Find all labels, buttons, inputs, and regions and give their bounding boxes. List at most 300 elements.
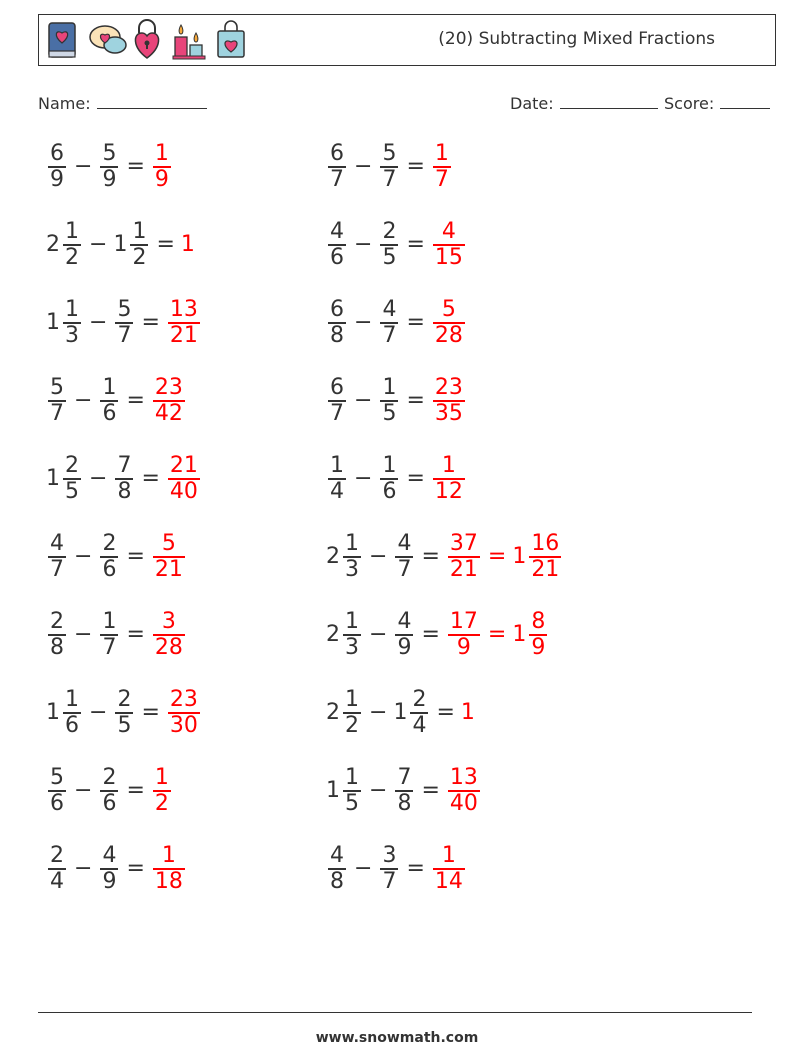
minuend-denominator: 7 xyxy=(330,166,344,192)
answer-fraction xyxy=(448,532,480,582)
minuend-denominator: 4 xyxy=(330,478,344,504)
answer-denominator: 30 xyxy=(169,712,198,738)
problem-12 xyxy=(326,532,563,582)
date-line[interactable] xyxy=(560,92,658,109)
speech-bubbles-heart-icon xyxy=(87,19,123,61)
subtrahend-fraction xyxy=(410,688,428,738)
answer-denominator: 42 xyxy=(154,400,183,426)
minus-sign: − xyxy=(354,154,373,180)
minuend-whole: 2 xyxy=(326,700,340,726)
equals-sign: = xyxy=(406,856,425,882)
answer xyxy=(446,610,482,660)
subtrahend xyxy=(98,532,120,582)
subtrahend-whole: 1 xyxy=(113,232,128,258)
minuend-whole: 1 xyxy=(46,700,60,726)
minuend-whole: 1 xyxy=(46,466,60,492)
subtrahend xyxy=(98,844,120,894)
minuend-numerator: 6 xyxy=(330,375,344,400)
equals-sign: = xyxy=(406,154,425,180)
answer-numerator: 1 xyxy=(154,765,169,790)
minuend-denominator: 7 xyxy=(330,400,344,426)
subtrahend-denominator: 7 xyxy=(382,322,397,348)
problem-15 xyxy=(46,688,202,738)
answer xyxy=(431,298,467,348)
subtrahend-fraction xyxy=(395,610,413,660)
minuend-numerator: 1 xyxy=(345,609,359,634)
minuend-whole: 2 xyxy=(326,622,340,648)
date-field[interactable] xyxy=(510,92,658,113)
minuend xyxy=(46,766,68,816)
worksheet-header xyxy=(38,14,776,66)
answer-numerator: 23 xyxy=(434,375,463,400)
minuend xyxy=(326,454,348,504)
problem-3 xyxy=(46,220,196,270)
minuend-fraction xyxy=(63,298,81,348)
minus-sign: − xyxy=(74,154,93,180)
subtrahend xyxy=(393,610,415,660)
minuend xyxy=(326,844,348,894)
minuend-numerator: 4 xyxy=(330,843,344,868)
subtrahend-fraction xyxy=(130,220,148,270)
minuend-whole: 1 xyxy=(326,778,340,804)
answer-fraction xyxy=(168,454,200,504)
minuend-denominator: 3 xyxy=(345,634,359,660)
minuend-numerator: 2 xyxy=(50,609,64,634)
answer xyxy=(151,766,173,816)
minuend-numerator: 1 xyxy=(330,453,344,478)
answer-fraction xyxy=(448,766,480,816)
subtrahend-numerator: 1 xyxy=(132,219,147,244)
answer-numerator: 1 xyxy=(441,453,456,478)
subtrahend xyxy=(393,688,430,738)
answer-denominator: 15 xyxy=(434,244,463,270)
equals-sign: = xyxy=(421,622,440,648)
minus-sign: − xyxy=(89,310,108,336)
subtrahend-numerator: 2 xyxy=(412,687,427,712)
equals-sign: = xyxy=(126,778,145,804)
answer xyxy=(166,298,202,348)
minuend-fraction xyxy=(328,844,346,894)
answer-whole: 1 xyxy=(460,700,475,726)
problem-7 xyxy=(46,376,187,426)
subtrahend xyxy=(378,454,400,504)
answer xyxy=(166,454,202,504)
minuend-fraction xyxy=(328,298,346,348)
answer-numerator: 5 xyxy=(161,531,176,556)
minuend-numerator: 5 xyxy=(50,765,64,790)
answer-numerator: 23 xyxy=(169,687,198,712)
minus-sign: − xyxy=(89,232,108,258)
minuend-numerator: 6 xyxy=(330,297,344,322)
subtrahend-numerator: 4 xyxy=(397,531,412,556)
subtrahend-fraction xyxy=(380,844,398,894)
subtrahend-fraction xyxy=(100,844,118,894)
subtrahend xyxy=(113,454,135,504)
minuend-denominator: 2 xyxy=(65,244,79,270)
minuend xyxy=(46,532,68,582)
subtrahend-numerator: 5 xyxy=(117,297,132,322)
minuend-denominator: 5 xyxy=(65,478,79,504)
minuend-denominator: 9 xyxy=(50,166,64,192)
minuend xyxy=(46,688,83,738)
minuend-denominator: 8 xyxy=(330,868,344,894)
minuend-denominator: 5 xyxy=(345,790,359,816)
answer xyxy=(181,232,196,257)
answer-denominator: 14 xyxy=(434,868,463,894)
problem-8 xyxy=(326,376,467,426)
subtrahend xyxy=(113,220,150,270)
minuend-numerator: 6 xyxy=(50,141,64,166)
answer-fraction xyxy=(168,298,200,348)
problem-4 xyxy=(326,220,467,270)
minuend-numerator: 1 xyxy=(345,687,359,712)
subtrahend-fraction xyxy=(100,376,118,426)
minuend xyxy=(46,220,83,270)
subtrahend-denominator: 7 xyxy=(382,166,397,192)
subtrahend xyxy=(378,376,400,426)
problem-19 xyxy=(46,844,187,894)
minuend-denominator: 7 xyxy=(50,556,64,582)
minus-sign: − xyxy=(89,466,108,492)
equals-sign: = xyxy=(421,544,440,570)
subtrahend-denominator: 8 xyxy=(117,478,132,504)
subtrahend-fraction xyxy=(100,766,118,816)
minuend xyxy=(326,688,363,738)
problem-11 xyxy=(46,532,187,582)
subtrahend-fraction xyxy=(100,142,118,192)
minuend-denominator: 6 xyxy=(50,790,64,816)
answer-mixed-whole: 1 xyxy=(512,622,527,648)
answer-numerator: 3 xyxy=(161,609,176,634)
subtrahend-numerator: 7 xyxy=(397,765,412,790)
minuend-numerator: 4 xyxy=(330,219,344,244)
equals-sign: = xyxy=(126,622,145,648)
minuend-fraction xyxy=(48,142,66,192)
subtrahend-denominator: 7 xyxy=(382,868,397,894)
minuend xyxy=(326,766,363,816)
answer-fraction xyxy=(433,142,451,192)
subtrahend-numerator: 1 xyxy=(382,375,397,400)
answer xyxy=(461,700,476,725)
minuend-fraction xyxy=(328,454,346,504)
answer-numerator: 5 xyxy=(441,297,456,322)
name-field[interactable] xyxy=(38,92,207,113)
answer xyxy=(431,844,467,894)
answer xyxy=(166,688,202,738)
minuend xyxy=(326,610,363,660)
minuend-fraction xyxy=(328,376,346,426)
answer-denominator: 12 xyxy=(434,478,463,504)
subtrahend-denominator: 9 xyxy=(397,634,412,660)
answer-fraction xyxy=(433,220,465,270)
subtrahend-fraction xyxy=(380,220,398,270)
equals-sign: = xyxy=(406,466,425,492)
answer-fraction xyxy=(153,376,185,426)
answer-mixed xyxy=(512,610,549,660)
answer-mixed-fraction xyxy=(529,610,547,660)
equals-sign: = xyxy=(126,544,145,570)
minuend-denominator: 8 xyxy=(330,322,344,348)
footer-divider xyxy=(38,1012,752,1013)
minuend xyxy=(46,610,68,660)
minuend-numerator: 1 xyxy=(345,765,359,790)
equals-sign-answer: = xyxy=(487,544,507,570)
minuend-numerator: 1 xyxy=(65,297,79,322)
minuend-numerator: 5 xyxy=(50,375,64,400)
minus-sign: − xyxy=(369,544,388,570)
answer-fraction xyxy=(153,532,185,582)
minus-sign: − xyxy=(89,700,108,726)
name-line[interactable] xyxy=(97,92,207,109)
subtrahend-denominator: 7 xyxy=(102,634,117,660)
answer-numerator: 1 xyxy=(161,843,176,868)
answer-numerator: 1 xyxy=(154,141,169,166)
subtrahend-denominator: 9 xyxy=(102,166,117,192)
minuend-fraction xyxy=(343,766,361,816)
problem-1 xyxy=(46,142,173,192)
subtrahend xyxy=(98,142,120,192)
answer-mixed-numerator: 16 xyxy=(531,531,560,556)
minuend-numerator: 2 xyxy=(65,453,79,478)
answer-mixed-numerator: 8 xyxy=(531,609,546,634)
subtrahend-fraction xyxy=(115,454,133,504)
minuend-whole: 2 xyxy=(326,544,340,570)
answer-whole: 1 xyxy=(180,232,195,258)
subtrahend xyxy=(393,766,415,816)
subtrahend-numerator: 4 xyxy=(382,297,397,322)
subtrahend-numerator: 1 xyxy=(102,375,117,400)
minus-sign: − xyxy=(354,310,373,336)
answer-denominator: 40 xyxy=(169,478,198,504)
answer-numerator: 1 xyxy=(441,843,456,868)
answer-numerator: 13 xyxy=(449,765,478,790)
subtrahend-fraction xyxy=(115,298,133,348)
minuend-whole: 1 xyxy=(46,310,60,336)
answer-fraction xyxy=(433,298,465,348)
minuend xyxy=(326,376,348,426)
minuend-fraction xyxy=(343,610,361,660)
score-label: Score: xyxy=(664,94,715,113)
subtrahend-numerator: 7 xyxy=(117,453,132,478)
minuend-fraction xyxy=(48,532,66,582)
answer-fraction xyxy=(153,844,185,894)
equals-sign: = xyxy=(141,700,160,726)
minuend-numerator: 4 xyxy=(50,531,64,556)
minus-sign: − xyxy=(369,778,388,804)
gift-bag-heart-icon xyxy=(213,19,249,61)
minuend-fraction xyxy=(48,766,66,816)
subtrahend-numerator: 4 xyxy=(397,609,412,634)
minuend xyxy=(46,454,83,504)
answer-denominator: 28 xyxy=(434,322,463,348)
subtrahend-numerator: 3 xyxy=(382,843,397,868)
subtrahend-fraction xyxy=(115,688,133,738)
minus-sign: − xyxy=(354,388,373,414)
answer-mixed xyxy=(512,532,563,582)
equals-sign: = xyxy=(141,310,160,336)
equals-sign: = xyxy=(406,388,425,414)
answer xyxy=(151,142,173,192)
problem-10 xyxy=(326,454,467,504)
answer xyxy=(151,376,187,426)
minuend-denominator: 2 xyxy=(345,712,359,738)
answer-numerator: 13 xyxy=(169,297,198,322)
minuend-numerator: 6 xyxy=(330,141,344,166)
answer-denominator: 7 xyxy=(434,166,449,192)
answer-numerator: 23 xyxy=(154,375,183,400)
minuend-denominator: 6 xyxy=(65,712,79,738)
answer xyxy=(431,220,467,270)
subtrahend xyxy=(378,298,400,348)
minuend-denominator: 4 xyxy=(50,868,64,894)
subtrahend-fraction xyxy=(380,454,398,504)
minuend-numerator: 2 xyxy=(50,843,64,868)
answer-mixed-whole: 1 xyxy=(512,544,527,570)
subtrahend xyxy=(98,610,120,660)
answer-denominator: 18 xyxy=(154,868,183,894)
answer-numerator: 4 xyxy=(441,219,456,244)
answer xyxy=(446,766,482,816)
minuend xyxy=(46,844,68,894)
problem-13 xyxy=(46,610,187,660)
answer-fraction xyxy=(168,688,200,738)
minuend-fraction xyxy=(328,220,346,270)
minuend xyxy=(46,142,68,192)
answer-mixed-fraction xyxy=(529,532,561,582)
subtrahend-whole: 1 xyxy=(393,700,408,726)
minuend-fraction xyxy=(63,220,81,270)
problem-6 xyxy=(326,298,467,348)
minuend xyxy=(326,142,348,192)
subtrahend-numerator: 2 xyxy=(117,687,132,712)
answer-fraction xyxy=(448,610,480,660)
answer-numerator: 21 xyxy=(169,453,198,478)
subtrahend-numerator: 4 xyxy=(102,843,117,868)
answer xyxy=(151,844,187,894)
subtrahend-numerator: 1 xyxy=(102,609,117,634)
subtrahend-numerator: 2 xyxy=(382,219,397,244)
minuend-fraction xyxy=(343,532,361,582)
problem-9 xyxy=(46,454,202,504)
answer-numerator: 1 xyxy=(434,141,449,166)
subtrahend-denominator: 7 xyxy=(117,322,132,348)
subtrahend-denominator: 6 xyxy=(382,478,397,504)
subtrahend xyxy=(378,844,400,894)
subtrahend-denominator: 7 xyxy=(397,556,412,582)
subtrahend-denominator: 5 xyxy=(382,244,397,270)
answer xyxy=(151,610,187,660)
subtrahend-fraction xyxy=(395,766,413,816)
minuend-denominator: 8 xyxy=(50,634,64,660)
minus-sign: − xyxy=(74,778,93,804)
subtrahend xyxy=(98,766,120,816)
minuend xyxy=(46,298,83,348)
minus-sign: − xyxy=(74,622,93,648)
answer-denominator: 21 xyxy=(154,556,183,582)
subtrahend-numerator: 5 xyxy=(102,141,117,166)
answer-fraction xyxy=(433,844,465,894)
problem-18 xyxy=(326,766,482,816)
minuend-denominator: 7 xyxy=(50,400,64,426)
answer-denominator: 9 xyxy=(154,166,169,192)
subtrahend-denominator: 9 xyxy=(102,868,117,894)
score-field[interactable] xyxy=(664,92,770,113)
equals-sign: = xyxy=(126,388,145,414)
equals-sign: = xyxy=(436,700,455,726)
heart-lock-icon xyxy=(129,19,165,61)
answer xyxy=(446,532,482,582)
minus-sign: − xyxy=(74,856,93,882)
subtrahend xyxy=(393,532,415,582)
minuend-numerator: 1 xyxy=(345,531,359,556)
subtrahend-denominator: 8 xyxy=(397,790,412,816)
subtrahend-fraction xyxy=(395,532,413,582)
subtrahend-denominator: 6 xyxy=(102,556,117,582)
minuend-denominator: 3 xyxy=(345,556,359,582)
minus-sign: − xyxy=(369,700,388,726)
date-label: Date: xyxy=(510,94,554,113)
minuend xyxy=(46,376,68,426)
problem-5 xyxy=(46,298,202,348)
subtrahend xyxy=(378,220,400,270)
minus-sign: − xyxy=(354,856,373,882)
equals-sign: = xyxy=(126,154,145,180)
score-line[interactable] xyxy=(720,92,770,109)
candles-icon xyxy=(171,19,207,61)
subtrahend xyxy=(378,142,400,192)
problem-17 xyxy=(46,766,173,816)
subtrahend-fraction xyxy=(380,142,398,192)
subtrahend xyxy=(113,688,135,738)
answer-numerator: 17 xyxy=(449,609,478,634)
equals-sign: = xyxy=(126,856,145,882)
minuend-fraction xyxy=(63,454,81,504)
problem-16 xyxy=(326,688,476,738)
minus-sign: − xyxy=(354,232,373,258)
answer-denominator: 21 xyxy=(449,556,478,582)
minuend-fraction xyxy=(63,688,81,738)
footer-url: www.snowmath.com xyxy=(315,1030,479,1046)
answer-denominator: 2 xyxy=(154,790,169,816)
minuend-fraction xyxy=(48,610,66,660)
book-heart-icon xyxy=(45,19,81,61)
subtrahend-numerator: 5 xyxy=(382,141,397,166)
answer xyxy=(431,376,467,426)
equals-sign: = xyxy=(406,310,425,336)
answer-denominator: 40 xyxy=(449,790,478,816)
equals-sign-answer: = xyxy=(487,622,507,648)
minuend xyxy=(326,532,363,582)
minuend-fraction xyxy=(328,142,346,192)
equals-sign: = xyxy=(141,466,160,492)
answer-fraction xyxy=(433,376,465,426)
minuend-whole: 2 xyxy=(46,232,60,258)
minuend xyxy=(326,298,348,348)
answer-denominator: 21 xyxy=(169,322,198,348)
subtrahend-fraction xyxy=(380,376,398,426)
minuend-fraction xyxy=(48,376,66,426)
answer-fraction xyxy=(153,766,171,816)
subtrahend-fraction xyxy=(100,532,118,582)
problem-20 xyxy=(326,844,467,894)
answer-fraction xyxy=(433,454,465,504)
minuend-denominator: 6 xyxy=(330,244,344,270)
minus-sign: − xyxy=(354,466,373,492)
minuend-denominator: 3 xyxy=(65,322,79,348)
subtrahend-fraction xyxy=(100,610,118,660)
subtrahend-numerator: 2 xyxy=(102,765,117,790)
minuend-numerator: 1 xyxy=(65,687,79,712)
